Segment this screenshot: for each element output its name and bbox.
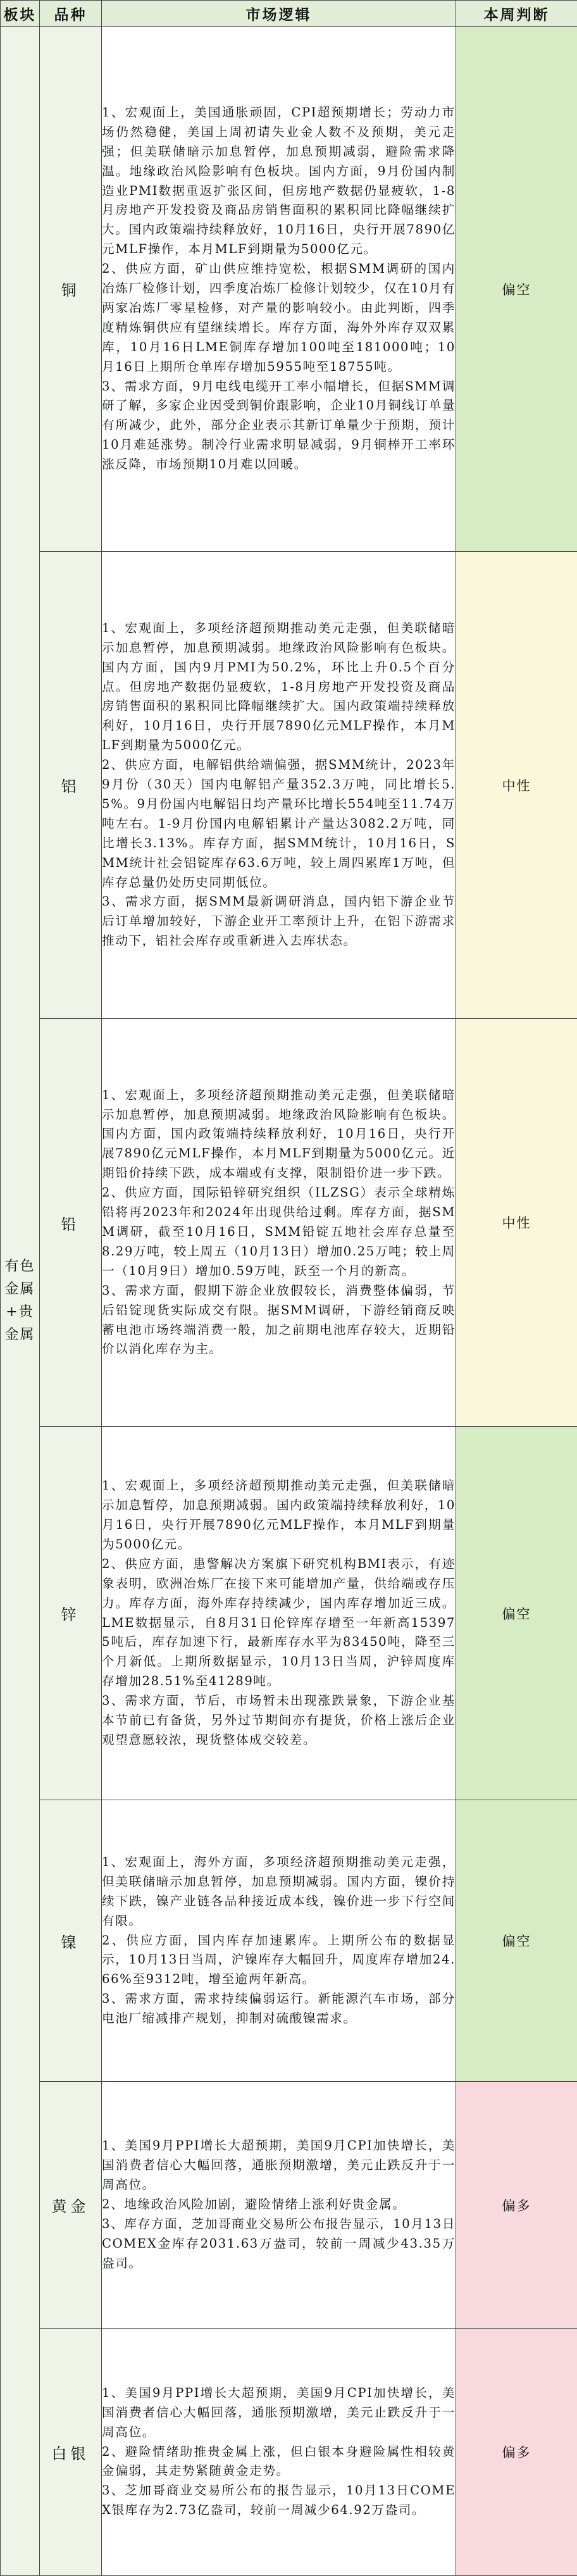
judgment-silver: 偏多	[456, 2329, 577, 2576]
logic-paragraph: 2、供应方面，矿山供应维持宽松，根据SMM调研的国内冶炼厂检修计划，四季度冶炼厂检修计划较少，仅在10月有两家冶炼厂零星检修，对产量的影响较小。由此判断，四季度精炼铜供应有望继续增长。库存方面，海外外库存双双累库，10月16日LME铜库存增加100吨至181000吨；10月16日上期所仓单库存增加5955吨至18755吨。	[102, 259, 456, 376]
logic-paragraph: 2、避险情绪助推贵金属上涨，但白银本身避险属性相较黄金偏弱，其走势紧随黄金走势。	[102, 2442, 456, 2482]
logic-paragraph: 2、供应方面，国际铅锌研究组织（ILZSG）表示全球精炼铅将再2023年和2024年出现供给过剩。库存方面，据SMM调研，截至10月16日，SMM铅锭五地社会库存总量至8.29万吨，较上周五（10月13日）增加0.25万吨；较上周一（10月9日）增加0.59万吨，跃至一个月的新高。	[102, 1183, 456, 1281]
product-name-silver: 白银	[40, 2329, 102, 2576]
logic-paragraph: 1、宏观面上，多项经济超预期推动美元走强，但美联储暗示加息暂停，加息预期减弱。地缘政治风险影响有色板块。国内方面，国内9月PMI为50.2%，环比上升0.5个百分点。但房地产数据仍显疲软，1-8月房地产开发投资及商品房销售面积的累积同比降幅继续扩大。国内政策端持续释放利好，10月16日，央行开展7890亿元MLF操作，本月MLF到期量为5000亿元。	[102, 619, 456, 756]
table-row-copper	[1, 27, 577, 552]
judgment-gold: 偏多	[456, 2082, 577, 2329]
table-row-zinc	[1, 1427, 577, 1800]
logic-paragraph: 3、需求方面，节后，市场暂未出现涨跌景象，下游企业基本节前已有备货，另外过节期间亦有提货，价格上涨后企业观望意愿较浓，现货整体成交较差。	[102, 1691, 456, 1750]
table-row-gold	[1, 2082, 577, 2329]
logic-paragraph: 3、芝加哥商业交易所公布的报告显示，10月13日COMEX银库存为2.73亿盎司，较前一周减少64.92万盎司。	[102, 2481, 456, 2520]
header-row	[1, 1, 577, 27]
logic-paragraph: 2、地缘政治风险加剧，避险情绪上涨利好贵金属。	[102, 2195, 456, 2215]
logic-paragraph: 1、宏观面上，多项经济超预期推动美元走强，但美联储暗示加息暂停，加息预期减弱。国内政策端持续释放利好，10月16日，央行开展7890亿元MLF操作，本月MLF到期量为5000亿元。	[102, 1476, 456, 1555]
table-row-lead	[1, 1019, 577, 1427]
logic-paragraph: 2、供应方面，电解铝供给端偏强，据SMM统计，2023年9月份（30天）国内电解铝产量352.3万吨，同比增长5.5%。9月份国内电解铝日均产量环比增长554吨至11.74万吨左右。1-9月份国内电解铝累计产量达3082.2万吨，同比增长3.13%。库存方面，据SMM统计，10月16日，SMM统计社会铝锭库存63.6万吨，较上周四累库1万吨，但库存总量仍处历史同期低位。	[102, 756, 456, 892]
table-row-silver	[1, 2329, 577, 2576]
sector-cell: 有色金属+贵金属	[1, 27, 40, 2576]
product-name-copper: 铜	[40, 27, 102, 552]
logic-cell-lead	[102, 1019, 456, 1427]
product-name-nickel: 镍	[40, 1800, 102, 2082]
logic-cell-silver	[102, 2329, 456, 2576]
judgment-nickel: 偏空	[456, 1800, 577, 2082]
logic-paragraph: 2、供应方面，患警解决方案旗下研究机构BMI表示，有迹象表明，欧洲冶炼厂在接下来可能增加产量，供给端或存压力。库存方面，海外库存持续减少，国内库存增加近三成。LME数据显示，自8月31日伦锌库存增至一年新高153975吨后，库存加速下行，最新库存水平为83450吨，降至三个月新低。上期所数据显示，10月13日当周，沪锌周度库存增加28.51%至41289吨。	[102, 1555, 456, 1691]
logic-paragraph: 2、供应方面，国内库存加速累库。上期所公布的数据显示，10月13日当周，沪镍库存大幅回升，周度库存增加24.66%至9312吨，增至逾两年新高。	[102, 1931, 456, 1990]
product-name-zinc: 锌	[40, 1427, 102, 1800]
product-name-lead: 铅	[40, 1019, 102, 1427]
judgment-zinc: 偏空	[456, 1427, 577, 1800]
judgment-copper: 偏空	[456, 27, 577, 552]
judgment-lead: 中性	[456, 1019, 577, 1427]
logic-paragraph: 3、需求方面，需求持续偏弱运行。新能源汽车市场，部分电池厂缩减排产规划，抑制对硫酸镍需求。	[102, 1989, 456, 2029]
logic-paragraph: 1、宏观面上，海外方面，多项经济超预期推动美元走强，但美联储暗示加息暂停，加息预期减弱。国内方面，镍价持续下跌，镍产业链各品种接近成本线，镍价进一步下行空间有限。	[102, 1853, 456, 1931]
logic-cell-copper	[102, 27, 456, 552]
header-sector: 板块	[1, 1, 40, 27]
logic-cell-gold	[102, 2082, 456, 2329]
header-logic: 市场逻辑	[102, 1, 456, 27]
logic-paragraph: 3、需求方面，据SMM最新调研消息，国内铝下游企业节后订单增加较好，下游企业开工率预计上升，在铝下游需求推动下，铝社会库存或重新进入去库状态。	[102, 892, 456, 951]
logic-paragraph: 1、美国9月PPI增长大超预期，美国9月CPI加快增长，美国消费者信心大幅回落，通胀预期激增，美元止跌反升于一周高位。	[102, 2384, 456, 2442]
logic-paragraph: 1、美国9月PPI增长大超预期，美国9月CPI加快增长，美国消费者信心大幅回落，通胀预期激增，美元止跌反升于一周高位。	[102, 2136, 456, 2195]
logic-cell-nickel	[102, 1800, 456, 2082]
logic-paragraph: 3、库存方面，芝加哥商业交易所公布报告显示，10月13日COMEX金库存2031.63万盎司，较前一周减少43.35万盎司。	[102, 2215, 456, 2274]
logic-paragraph: 1、宏观面上，美国通胀顽固，CPI超预期增长；劳动力市场仍然稳健，美国上周初请失业金人数不及预期，美元走强；但美联储暗示加息暂停，加息预期减弱，避险需求降温。地缘政治风险影响有色板块。国内方面，9月份国内制造业PMI数据重返扩张区间，但房地产数据仍显疲软，1-8月房地产开发投资及商品房销售面积的累积同比降幅继续扩大。国内政策端持续释放好，10月16日，央行开展7890亿元MLF操作，本月MLF到期量为5000亿元。	[102, 103, 456, 259]
table-row-aluminium	[1, 552, 577, 1019]
product-name-gold: 黄金	[40, 2082, 102, 2329]
logic-paragraph: 3、需求方面，9月电线电缆开工率小幅增长，但据SMM调研了解，多家企业因受到铜价跟影响，企业10月铜线订单量有所减少，此外，部分企业表示其新订单量少于预期，预计10月难延涨势。制冷行业需求明显减弱，9月铜棒开工率环涨反降，市场预期10月难以回暖。	[102, 377, 456, 475]
logic-paragraph: 3、需求方面，假期下游企业放假较长，消费整体偏弱，节后铅锭现货实际成交有限。据SMM调研，下游经销商反映蓄电池市场终端消费一般，加之前期电池库存较大，近期铅价以消化库存为主。	[102, 1281, 456, 1360]
judgment-aluminium: 中性	[456, 552, 577, 1019]
header-judgment: 本周判断	[456, 1, 577, 27]
logic-cell-aluminium	[102, 552, 456, 1019]
logic-paragraph: 1、宏观面上，多项经济超预期推动美元走强，但美联储暗示加息暂停，加息预期减弱。地缘政治风险影响有色板块。国内方面，国内政策端持续释放利好，10月16日，央行开展7890亿元MLF操作，本月MLF到期量为5000亿元。近期铅价持续下跌，成本端或有支撑，限制铅价进一步下跌。	[102, 1086, 456, 1184]
header-product: 品种	[40, 1, 102, 27]
product-name-aluminium: 铝	[40, 552, 102, 1019]
logic-cell-zinc	[102, 1427, 456, 1800]
table-row-nickel	[1, 1800, 577, 2082]
